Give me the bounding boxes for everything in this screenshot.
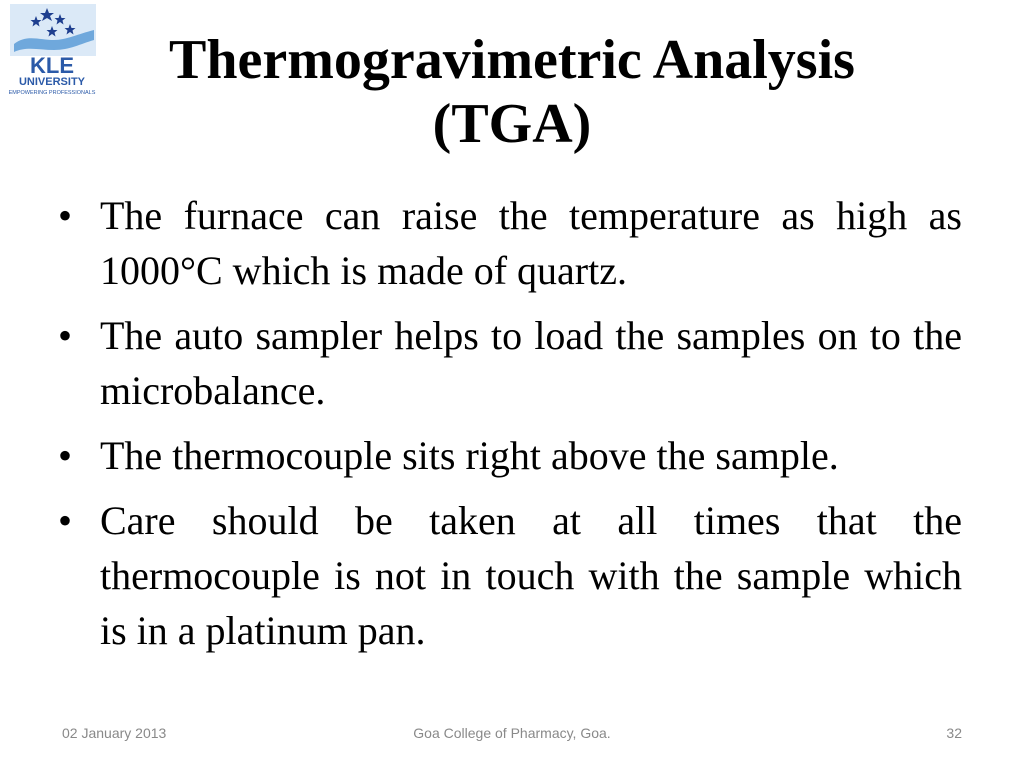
bullet-item (58, 493, 962, 658)
slide-title-line-1: Thermogravimetric Analysis (169, 29, 855, 91)
bullet-item (58, 428, 962, 483)
bullet-marker: • (58, 498, 73, 543)
bullet-item (58, 188, 962, 298)
bullet-text: The furnace can raise the temperature as high as 1000°C which is made of quartz. (100, 193, 962, 293)
bullet-text: The auto sampler helps to load the samples on to the microbalance. (100, 313, 962, 413)
logo-graphic (0, 0, 104, 98)
bullet-marker: • (58, 433, 73, 478)
bullet-marker: • (58, 193, 73, 238)
slide-number: 32 (946, 725, 962, 741)
logo-tagline-text: EMPOWERING PROFESSIONALS (8, 90, 96, 96)
bullet-item (58, 308, 962, 418)
footer-institution: Goa College of Pharmacy, Goa. (413, 725, 611, 741)
logo-org-text: KLE (30, 53, 74, 78)
bullet-text: The thermocouple sits right above the sample. (100, 433, 839, 478)
bullet-list (58, 188, 962, 668)
logo-name-text: UNIVERSITY (18, 76, 86, 88)
bullet-text: Care should be taken at all times that the thermocouple is not in touch with the sample which is in a platinum pan. (100, 498, 962, 653)
footer-date: 02 January 2013 (62, 725, 167, 741)
slide-title-line-2: (TGA) (432, 93, 592, 155)
kle-university-logo (0, 0, 104, 98)
slide-title (112, 28, 912, 156)
bullet-marker: • (58, 313, 73, 358)
